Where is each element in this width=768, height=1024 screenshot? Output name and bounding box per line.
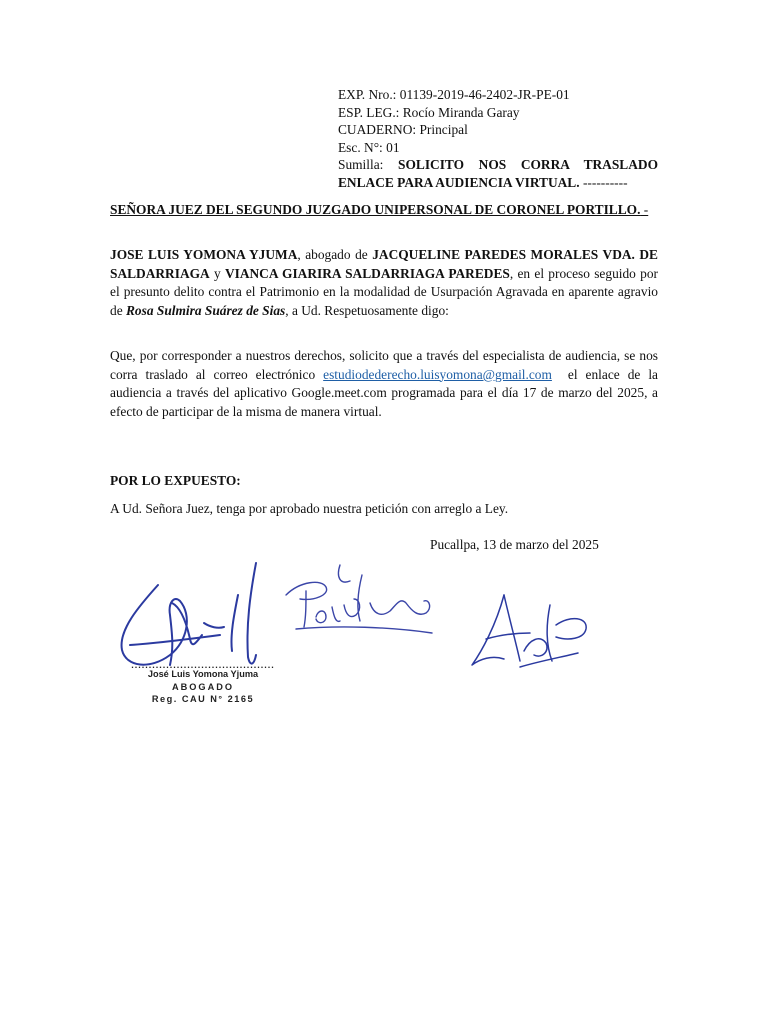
- client-signature-2-icon: [472, 595, 586, 667]
- lawyer-signature-icon: [122, 563, 256, 665]
- stamp-name: José Luis Yomona Yjuma: [147, 669, 259, 679]
- stamp-registration: Reg. CAU N° 2165: [151, 694, 255, 704]
- lawyer-stamp: ......................................... José Luis Yomona Yjuma ABOGADO Reg. CAU N° 2165: [128, 662, 278, 706]
- exp-line: EXP. Nro.: 01139-2019-46-2402-JR-PE-01: [338, 87, 570, 102]
- por-lo-expuesto-heading: POR LO EXPUESTO:: [110, 473, 241, 488]
- esc-line: Esc. N°: 01: [338, 139, 400, 155]
- case-header: [338, 86, 658, 192]
- client-signature-1-icon: [286, 565, 432, 633]
- stamp-title: ABOGADO: [172, 681, 234, 692]
- request-paragraph: Que, por corresponder a nuestros derechos, solicito que a través del especialista de audiencia, se nos corra traslado al correo electrónico estudiodederecho.luisyomona@gmail.com el enlace de la audiencia a través del aplicativo Google.meet.com programada para el día 17 de marzo del 2025, a efecto de participar de la misma de manera virtual.: [110, 348, 662, 419]
- esp-line: ESP. LEG.: Rocío Miranda Garay: [338, 104, 520, 120]
- closing-statement: A Ud. Señora Juez, tenga por aprobado nuestra petición con arreglo a Ley.: [110, 501, 509, 516]
- intro-paragraph: JOSE LUIS YOMONA YJUMA, abogado de JACQUELINE PAREDES MORALES VDA. DE SALDARRIAGA y VIANCA GIARIRA SALDARRIAGA PAREDES, en el proceso seguido por el presunto delito contra el Patrimonio en la modalidad de Usurpación Agravada en aparente agravio de Rosa Sulmira Suárez de Sias, a Ud. Respetuosamente digo:: [110, 247, 658, 318]
- place-date: Pucallpa, 13 de marzo del 2025: [430, 537, 599, 552]
- email-link[interactable]: estudiodederecho.luisyomona@gmail.com: [323, 366, 552, 382]
- sumilla-line: Sumilla: SOLICITO NOS CORRA TRASLADO ENLACE PARA AUDIENCIA VIRTUAL. ----------: [338, 157, 658, 190]
- cuaderno-line: CUADERNO: Principal: [338, 122, 468, 138]
- addressee: SEÑORA JUEZ DEL SEGUNDO JUZGADO UNIPERSONAL DE CORONEL PORTILLO. -: [110, 202, 649, 217]
